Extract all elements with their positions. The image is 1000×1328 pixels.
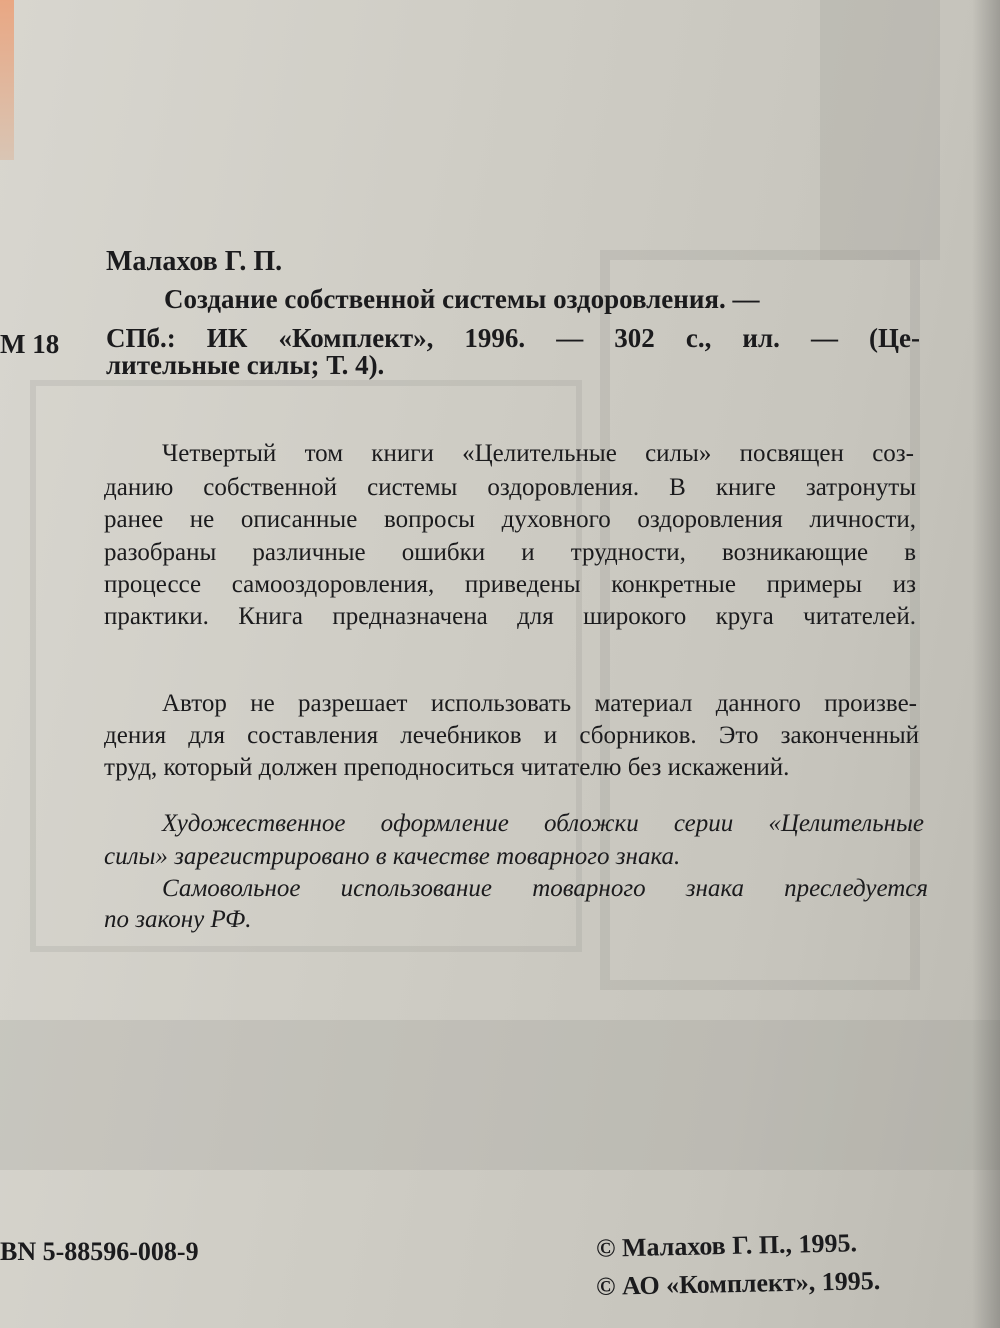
trademark-line: по закону РФ. xyxy=(104,906,252,933)
catalog-entry-line: СПб.: ИК «Комплект», 1996. — 302 с., ил. — (Це- xyxy=(106,323,920,353)
annotation-line: практики. Книга предназначена для широкого круга читателей. xyxy=(104,603,916,630)
annotation-line: данию собственной системы оздоровления. В книге затронуты xyxy=(104,474,916,501)
notice-line: дения для составления лечебников и сборников. Это законченный xyxy=(104,722,919,749)
annotation-line: разобраны различные ошибки и трудности, возникающие в xyxy=(104,539,916,566)
notice-line: Автор не разрешает использовать материал данного произве- xyxy=(162,690,917,717)
annotation-line: Четвертый том книги «Целительные силы» посвящен соз- xyxy=(162,440,914,467)
copyright-line: © АО «Комплект», 1995. xyxy=(595,1266,881,1301)
bleed-through-band xyxy=(0,1020,1000,1170)
isbn: BN 5-88596-008-9 xyxy=(0,1237,199,1266)
copyright-line: © Малахов Г. П., 1995. xyxy=(595,1228,858,1263)
annotation-line: ранее не описанные вопросы духовного оздоровления личности, xyxy=(104,506,916,533)
index-mark: М 18 xyxy=(0,329,60,359)
notice-line: труд, который должен преподноситься читателю без искажений. xyxy=(104,754,790,781)
trademark-line: силы» зарегистрировано в качестве товарного знака. xyxy=(104,843,681,870)
bleed-through-band xyxy=(820,0,940,260)
page-shadow xyxy=(972,0,1000,1328)
catalog-entry-line: лительные силы; Т. 4). xyxy=(106,350,385,380)
page-edge xyxy=(0,0,14,160)
catalog-entry-line: Создание собственной системы оздоровления. — xyxy=(164,284,760,314)
trademark-line: Самовольное использование товарного знака преследуется xyxy=(162,875,928,902)
trademark-line: Художественное оформление обложки серии «Целительные xyxy=(162,810,924,837)
author-heading: Малахов Г. П. xyxy=(106,246,283,277)
annotation-line: процессе самооздоровления, приведены конкретные примеры из xyxy=(104,571,916,598)
